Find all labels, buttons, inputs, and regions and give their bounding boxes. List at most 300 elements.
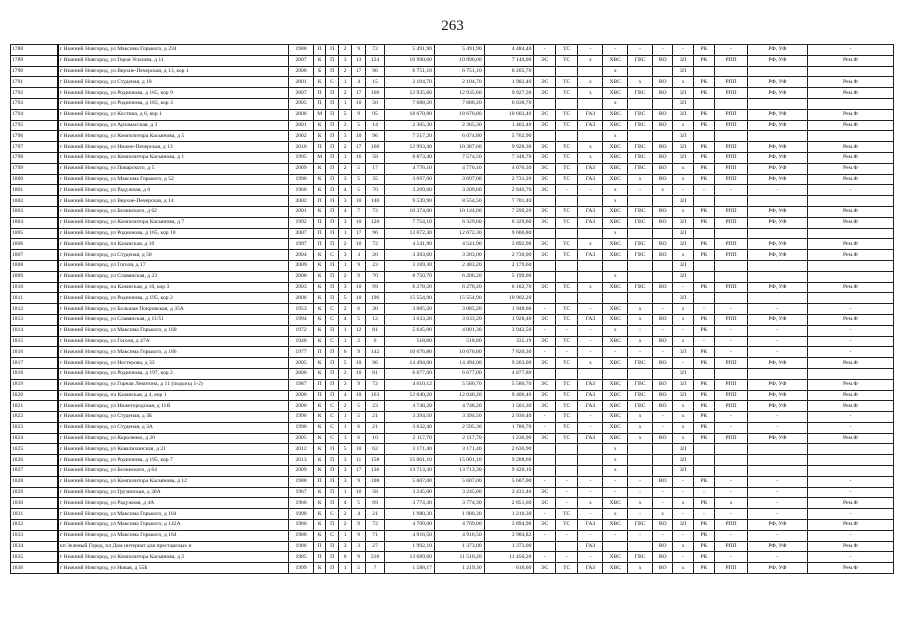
table-cell: 4 541,90 xyxy=(434,239,484,250)
row-number-cell: 1825 xyxy=(11,444,58,455)
table-cell xyxy=(747,228,807,239)
table-cell: х xyxy=(578,142,603,153)
table-cell: 10 xyxy=(352,131,366,142)
table-cell: 9 xyxy=(352,476,366,487)
table-cell xyxy=(534,541,555,552)
table-cell: 2006 xyxy=(289,368,314,379)
table-cell: 6 751,10 xyxy=(434,66,484,77)
table-cell: - xyxy=(747,347,807,358)
table-cell xyxy=(715,444,748,455)
table-cell: х xyxy=(653,509,673,520)
table-cell: ЭС xyxy=(534,487,555,498)
table-cell: ХВС xyxy=(603,77,628,88)
table-cell: х xyxy=(578,282,603,293)
table-cell: 2000 xyxy=(289,401,314,412)
table-cell: РК xyxy=(693,520,714,531)
table-cell: 2007 xyxy=(289,88,314,99)
table-cell: 2 936,40 xyxy=(484,412,534,423)
table-cell: РФ, УФ xyxy=(747,142,807,153)
table-cell: 1994 xyxy=(289,314,314,325)
table-cell: - xyxy=(807,412,893,423)
table-cell xyxy=(653,293,673,304)
table-cell: 3 394,50 xyxy=(434,412,484,423)
table-cell: х xyxy=(603,196,628,207)
table-cell xyxy=(693,196,714,207)
table-cell xyxy=(747,444,807,455)
table-cell xyxy=(555,271,578,282)
address-cell: г Нижний Новгород, ул Большая Покровская, д 35А xyxy=(58,304,289,315)
table-cell: РК xyxy=(693,77,714,88)
table-cell xyxy=(555,466,578,477)
table-cell xyxy=(653,98,673,109)
table-cell: 3 774,30 xyxy=(434,498,484,509)
table-cell: РК xyxy=(693,530,714,541)
table-cell: 12 040,20 xyxy=(434,390,484,401)
table-cell: П xyxy=(326,325,338,336)
table-cell: ЭС xyxy=(534,379,555,390)
table-cell: 3 697,00 xyxy=(385,174,435,185)
table-cell: К xyxy=(313,206,325,217)
table-row xyxy=(11,163,894,174)
table-cell xyxy=(693,455,714,466)
table-cell: ГАЗ xyxy=(578,379,603,390)
table-cell: РПП xyxy=(715,174,748,185)
table-cell xyxy=(715,98,748,109)
table-row xyxy=(11,109,894,120)
table-cell: х xyxy=(715,498,748,509)
table-cell: - xyxy=(715,185,748,196)
table-cell: ХВС xyxy=(603,304,628,315)
row-number-cell: 1788 xyxy=(11,45,58,56)
table-cell: - xyxy=(693,185,714,196)
table-cell: - xyxy=(715,412,748,423)
table-cell: 20 xyxy=(365,250,384,261)
table-cell: М xyxy=(313,152,325,163)
table-cell: 9 263,00 xyxy=(484,358,534,369)
table-cell: 2006 xyxy=(289,109,314,120)
table-cell: 2 xyxy=(338,271,352,282)
table-cell: ГАЗ xyxy=(578,401,603,412)
table-cell: 3 171,40 xyxy=(385,444,435,455)
table-cell: ВО xyxy=(653,433,673,444)
table-cell: - xyxy=(673,325,693,336)
table-cell: 2008 xyxy=(289,271,314,282)
row-number-cell: 1797 xyxy=(11,142,58,153)
row-number-cell: 1806 xyxy=(11,239,58,250)
table-cell: 21 xyxy=(365,422,384,433)
table-cell: - xyxy=(534,347,555,358)
table-cell: П xyxy=(326,142,338,153)
table-cell: 10 144,60 xyxy=(434,206,484,217)
table-cell: ТС xyxy=(555,401,578,412)
table-cell: 1 xyxy=(338,487,352,498)
table-cell xyxy=(653,131,673,142)
table-cell: - xyxy=(807,347,893,358)
table-cell: Рем.Ф xyxy=(807,109,893,120)
table-cell: 1 xyxy=(338,152,352,163)
table-cell: 17 xyxy=(352,66,366,77)
table-cell: Рем.Ф xyxy=(807,152,893,163)
address-cell: г Нижний Новгород, ул Максима Горького, д 164 xyxy=(58,530,289,541)
table-cell: 6 038,70 xyxy=(484,98,534,109)
table-cell xyxy=(578,455,603,466)
table-cell: П xyxy=(326,131,338,142)
table-cell: ТС xyxy=(555,152,578,163)
table-cell: 1986 xyxy=(289,520,314,531)
table-cell: РК xyxy=(693,120,714,131)
table-cell: 1 373,00 xyxy=(484,541,534,552)
row-number-cell: 1809 xyxy=(11,271,58,282)
table-cell: 4 xyxy=(352,250,366,261)
table-cell: 10 902,20 xyxy=(484,293,534,304)
table-cell xyxy=(807,66,893,77)
table-cell: ГВС xyxy=(628,88,653,99)
table-cell: РК xyxy=(693,217,714,228)
table-cell: 2 431,40 xyxy=(484,487,534,498)
table-cell: х xyxy=(578,152,603,163)
table-cell: - xyxy=(628,347,653,358)
table-cell: 6 xyxy=(365,336,384,347)
table-cell xyxy=(534,228,555,239)
table-cell: 4 076,30 xyxy=(484,163,534,174)
table-cell: ВО xyxy=(653,563,673,574)
table-row xyxy=(11,530,894,541)
table-cell: 2 xyxy=(338,45,352,56)
table-row xyxy=(11,66,894,77)
table-cell: 6 206,20 xyxy=(434,271,484,282)
table-cell: 10 xyxy=(352,293,366,304)
table-cell: - xyxy=(555,325,578,336)
table-cell: - xyxy=(578,422,603,433)
table-cell: 5 199,00 xyxy=(484,271,534,282)
table-cell: 18 670,80 xyxy=(385,109,435,120)
table-cell: ГАЗ xyxy=(578,206,603,217)
table-cell: 4 484,40 xyxy=(484,45,534,56)
table-cell: К xyxy=(313,293,325,304)
address-cell: г Нижний Новгород, ул Студеная, д 18 xyxy=(58,77,289,88)
table-cell: 81 xyxy=(365,368,384,379)
table-cell: - xyxy=(555,530,578,541)
table-cell: ЭС xyxy=(534,358,555,369)
row-number-cell: 1814 xyxy=(11,325,58,336)
housing-register-table xyxy=(10,44,894,574)
table-cell: П xyxy=(326,552,338,563)
table-cell: ЭС xyxy=(534,142,555,153)
table-cell: 17 xyxy=(352,228,366,239)
row-number-cell: 1792 xyxy=(11,88,58,99)
table-cell: 140 xyxy=(365,196,384,207)
table-cell xyxy=(534,271,555,282)
table-cell: 1972 xyxy=(289,325,314,336)
table-cell: 10 xyxy=(352,217,366,228)
table-cell: РФ, УФ xyxy=(747,379,807,390)
table-cell: 10 676,80 xyxy=(385,347,435,358)
table-cell: 1953 xyxy=(289,304,314,315)
table-cell: - xyxy=(693,336,714,347)
table-cell: 4 xyxy=(338,185,352,196)
table-cell: 2 xyxy=(338,142,352,153)
table-cell xyxy=(628,260,653,271)
table-cell: х xyxy=(673,412,693,423)
table-cell: - xyxy=(807,304,893,315)
table-cell: 3 xyxy=(338,55,352,66)
table-cell: 4 776,10 xyxy=(385,163,435,174)
table-cell: 58 xyxy=(365,487,384,498)
table-cell: - xyxy=(653,422,673,433)
table-cell: 10 xyxy=(352,390,366,401)
table-cell: ВО xyxy=(653,552,673,563)
table-cell: ГВС xyxy=(628,379,653,390)
table-cell: ТС xyxy=(555,88,578,99)
table-cell: ГВС xyxy=(628,520,653,531)
table-cell xyxy=(747,196,807,207)
row-number-cell: 1836 xyxy=(11,563,58,574)
table-cell: П xyxy=(313,196,325,207)
table-cell: ВО xyxy=(653,152,673,163)
table-cell: 518,80 xyxy=(385,336,435,347)
table-cell: - xyxy=(747,304,807,315)
table-cell: ХВС xyxy=(603,142,628,153)
table-cell: 96 xyxy=(365,66,384,77)
table-cell xyxy=(747,131,807,142)
table-cell xyxy=(628,196,653,207)
table-cell: ЗЛ xyxy=(673,260,693,271)
table-cell: 158 xyxy=(365,455,384,466)
table-cell: х xyxy=(673,433,693,444)
table-cell: ЗЛ xyxy=(673,293,693,304)
table-cell: П xyxy=(326,185,338,196)
table-cell: 15 xyxy=(365,77,384,88)
table-cell: РПП xyxy=(715,250,748,261)
table-cell: Рем.Ф xyxy=(807,390,893,401)
table-cell: х xyxy=(628,174,653,185)
table-cell xyxy=(747,466,807,477)
table-cell: П xyxy=(326,455,338,466)
table-cell: 1 xyxy=(338,563,352,574)
table-cell: х xyxy=(578,239,603,250)
table-cell: С xyxy=(326,422,338,433)
table-cell: 9 288,60 xyxy=(484,455,534,466)
table-cell: ЭС xyxy=(534,217,555,228)
table-cell xyxy=(534,260,555,271)
table-cell: 1996 xyxy=(289,422,314,433)
table-cell: - xyxy=(715,325,748,336)
table-cell: РФ, УФ xyxy=(747,88,807,99)
table-cell: - xyxy=(578,509,603,520)
table-cell: х xyxy=(578,498,603,509)
table-cell: 10 990,60 xyxy=(385,55,435,66)
table-cell: Рем.Ф xyxy=(807,88,893,99)
table-cell: РФ, УФ xyxy=(747,358,807,369)
table-cell: П xyxy=(326,541,338,552)
table-cell: 2 846,70 xyxy=(484,185,534,196)
table-cell: ЭС xyxy=(534,206,555,217)
table-cell: 81 xyxy=(365,325,384,336)
table-cell: С xyxy=(326,509,338,520)
table-cell: 1 236,90 xyxy=(484,433,534,444)
table-cell: 13 xyxy=(352,55,366,66)
table-cell xyxy=(578,196,603,207)
table-row xyxy=(11,206,894,217)
table-cell xyxy=(693,444,714,455)
table-cell: - xyxy=(534,45,555,56)
row-number-cell: 1834 xyxy=(11,541,58,552)
table-cell: ГВС xyxy=(628,142,653,153)
table-cell: 10 603,40 xyxy=(484,109,534,120)
table-row xyxy=(11,228,894,239)
table-cell: ТС xyxy=(555,379,578,390)
table-cell: П xyxy=(313,390,325,401)
table-cell: 9 xyxy=(352,45,366,56)
table-cell: 10 xyxy=(352,368,366,379)
table-cell: 5 607,00 xyxy=(385,476,435,487)
table-cell: 2005 xyxy=(289,433,314,444)
table-cell: - xyxy=(555,487,578,498)
table-cell: - xyxy=(603,45,628,56)
table-cell: х xyxy=(673,174,693,185)
table-cell: - xyxy=(673,509,693,520)
table-cell: 9 xyxy=(352,347,366,358)
table-cell: 21 xyxy=(365,509,384,520)
row-number-cell: 1822 xyxy=(11,412,58,423)
table-cell: ЗЛ xyxy=(673,196,693,207)
table-cell xyxy=(653,368,673,379)
table-cell xyxy=(807,131,893,142)
table-cell: ЭС xyxy=(534,152,555,163)
table-cell xyxy=(603,293,628,304)
table-cell: 1985 xyxy=(289,552,314,563)
table-cell: ГВС xyxy=(628,552,653,563)
table-cell: ТС xyxy=(555,304,578,315)
table-cell: ЗЛ xyxy=(673,466,693,477)
table-cell: - xyxy=(603,347,628,358)
table-cell: х xyxy=(653,185,673,196)
table-cell: - xyxy=(673,185,693,196)
table-cell: П xyxy=(313,98,325,109)
table-cell: Рем.Ф xyxy=(807,174,893,185)
table-cell: 3 085,20 xyxy=(434,304,484,315)
table-cell: П xyxy=(326,390,338,401)
table-cell: РФ, УФ xyxy=(747,152,807,163)
table-cell: 160 xyxy=(365,142,384,153)
table-cell: 2009 xyxy=(289,163,314,174)
table-cell: Рем.Ф xyxy=(807,142,893,153)
table-row xyxy=(11,552,894,563)
table-cell: - xyxy=(673,282,693,293)
table-cell: 3 697,00 xyxy=(434,174,484,185)
table-cell: К xyxy=(313,455,325,466)
table-row xyxy=(11,422,894,433)
table-cell: Рем.Ф xyxy=(807,358,893,369)
table-cell: 9 xyxy=(352,109,366,120)
table-cell: х xyxy=(673,422,693,433)
table-cell: П xyxy=(326,98,338,109)
table-cell: 15 001,10 xyxy=(385,455,435,466)
table-cell: РК xyxy=(693,88,714,99)
table-cell: 3 209,60 xyxy=(434,185,484,196)
row-number-cell: 1811 xyxy=(11,293,58,304)
table-cell: ХВС xyxy=(603,379,628,390)
table-row xyxy=(11,260,894,271)
table-cell: 71 xyxy=(365,530,384,541)
table-cell: ВО xyxy=(653,163,673,174)
table-cell: ЗЛ xyxy=(673,98,693,109)
table-cell: - xyxy=(653,487,673,498)
table-cell: - xyxy=(747,509,807,520)
table-cell: 9 xyxy=(352,379,366,390)
table-cell: П xyxy=(326,120,338,131)
table-cell xyxy=(653,455,673,466)
table-cell: РФ, УФ xyxy=(747,401,807,412)
table-cell: 1948 xyxy=(289,336,314,347)
table-cell: РПП xyxy=(715,55,748,66)
table-cell: ГАЗ xyxy=(578,163,603,174)
table-cell: ВО xyxy=(653,401,673,412)
table-cell: - xyxy=(603,476,628,487)
table-cell: Б xyxy=(313,66,325,77)
table-cell: 1996 xyxy=(289,412,314,423)
table-cell xyxy=(628,444,653,455)
table-cell: 6 182,70 xyxy=(484,282,534,293)
table-cell: ХВС xyxy=(603,563,628,574)
table-cell: 15 001,10 xyxy=(434,455,484,466)
row-number-cell: 1813 xyxy=(11,314,58,325)
table-row xyxy=(11,120,894,131)
table-cell: 8 750,70 xyxy=(385,271,435,282)
table-cell: ТС xyxy=(555,45,578,56)
table-cell: - xyxy=(555,552,578,563)
table-cell: 11 450,20 xyxy=(484,552,534,563)
row-number-cell: 1815 xyxy=(11,336,58,347)
table-cell: ТС xyxy=(555,520,578,531)
table-cell: П xyxy=(326,282,338,293)
table-cell: 30 xyxy=(365,304,384,315)
table-cell: х xyxy=(603,271,628,282)
table-cell: 1999 xyxy=(289,563,314,574)
table-cell: 7 xyxy=(365,563,384,574)
table-cell: 62 xyxy=(365,444,384,455)
table-cell: 6 278,20 xyxy=(434,282,484,293)
table-cell xyxy=(628,466,653,477)
table-cell: 7 140,00 xyxy=(484,55,534,66)
table-cell: - xyxy=(628,325,653,336)
table-cell: ТС xyxy=(555,217,578,228)
table-cell: П xyxy=(326,347,338,358)
table-cell: 1988 xyxy=(289,45,314,56)
table-cell: - xyxy=(747,185,807,196)
table-cell: - xyxy=(628,487,653,498)
table-cell: 3 892,90 xyxy=(484,239,534,250)
row-number-cell: 1824 xyxy=(11,433,58,444)
table-cell: 3 633,20 xyxy=(385,314,435,325)
table-cell: - xyxy=(534,530,555,541)
table-cell: 1966 xyxy=(289,185,314,196)
table-cell: ХВС xyxy=(603,314,628,325)
table-cell: Рем.Ф xyxy=(807,563,893,574)
table-cell: 10 xyxy=(352,196,366,207)
table-cell: 196 xyxy=(365,293,384,304)
table-cell xyxy=(534,196,555,207)
table-cell: - xyxy=(628,185,653,196)
table-cell: 69 xyxy=(365,498,384,509)
table-cell: К xyxy=(313,433,325,444)
table-cell xyxy=(555,98,578,109)
table-cell: С xyxy=(326,250,338,261)
table-cell: 17 xyxy=(352,88,366,99)
table-cell xyxy=(555,196,578,207)
table-cell: - xyxy=(747,336,807,347)
address-cell: г Нижний Новгород, ул Верхне-Печерская, д 14 xyxy=(58,196,289,207)
